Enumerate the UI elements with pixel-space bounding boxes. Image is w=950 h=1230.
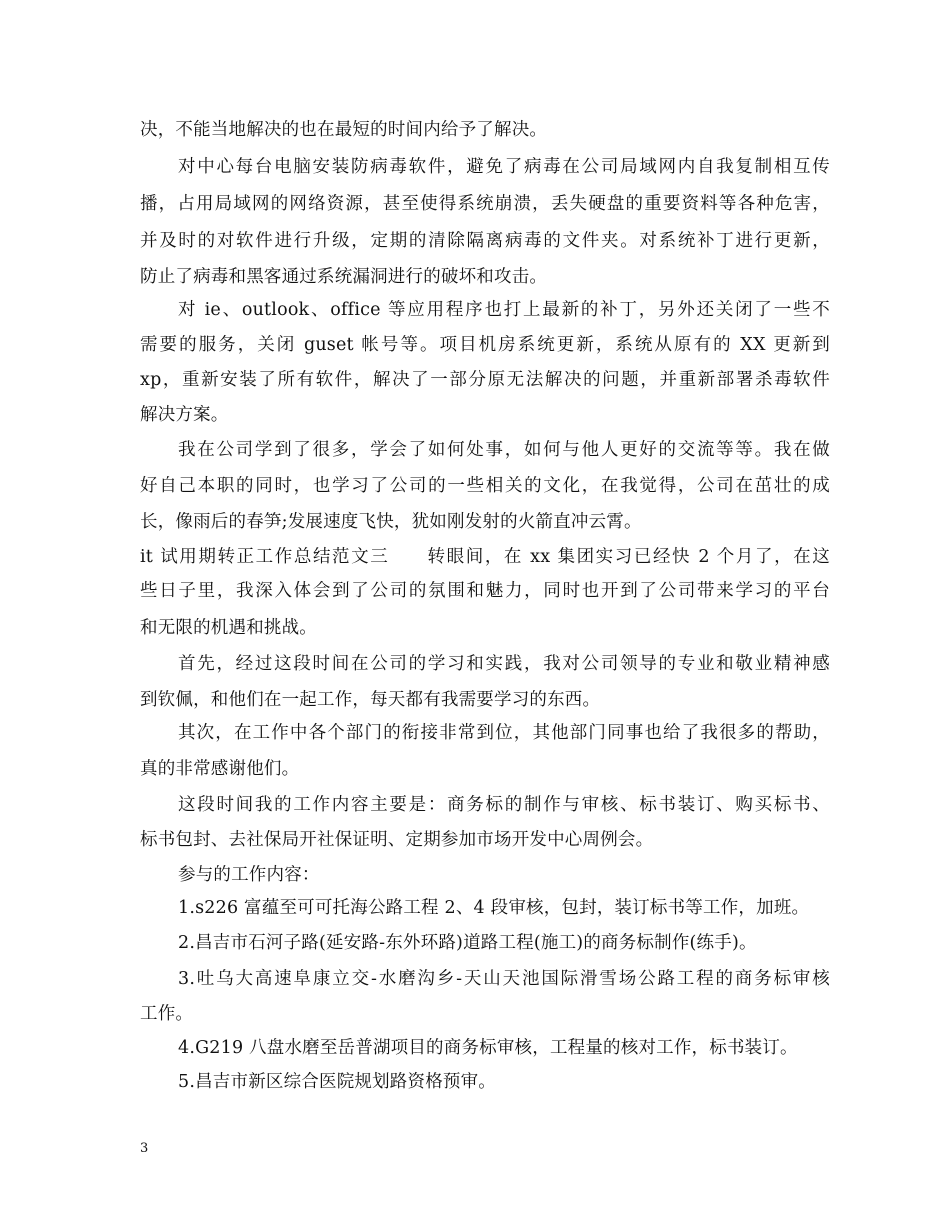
text-line: 些日子里，我深入体会到了公司的氛围和魅力，同时也开到了公司带来学习的平台 (140, 581, 830, 601)
list-item: 2.昌吉市石河子路(延安路-东外环路)道路工程(施工)的商务标制作(练手)。 (178, 933, 757, 953)
page-number: 3 (140, 1141, 149, 1156)
list-item: 4.G219 八盘水磨至岳普湖项目的商务标审核，工程量的核对工作，标书装订。 (178, 1038, 798, 1058)
text-line: 对中心每台电脑安装防病毒软件，避免了病毒在公司局域网内自我复制相互传 (178, 157, 830, 177)
text-line: 并及时的对软件进行升级，定期的清除隔离病毒的文件夹。对系统补丁进行更新， (140, 231, 830, 251)
text-line: 这段时间我的工作内容主要是：商务标的制作与审核、标书装订、购买标书、 (178, 795, 830, 815)
text-line: 解决方案。 (140, 405, 229, 425)
text-line: 需要的服务，关闭 guset 帐号等。项目机房系统更新，系统从原有的 XX 更新到 (140, 335, 830, 355)
text-line: xp，重新安装了所有软件，解决了一部分原无法解决的问题，并重新部署杀毒软件 (140, 370, 830, 390)
text-line: 播，占用局域网的网络资源，甚至使得系统崩溃，丢失硬盘的重要资料等各种危害， (140, 194, 830, 214)
list-item: 1.s226 富蕴至可可托海公路工程 2、4 段审核，包封，装订标书等工作，加班。 (178, 898, 810, 918)
text-line: 对 ie、outlook、office 等应用程序也打上最新的补丁，另外还关闭了一些不 (178, 300, 830, 320)
text-line: 防止了病毒和黑客通过系统漏洞进行的破坏和攻击。 (140, 267, 548, 287)
text-line: 我在公司学到了很多，学会了如何处事，如何与他人更好的交流等等。我在做 (178, 440, 830, 460)
text-line: 参与的工作内容： (178, 865, 320, 885)
text-line: 到钦佩，和他们在一起工作，每天都有我需要学习的东西。 (140, 690, 601, 710)
text-line: 其次，在工作中各个部门的衔接非常到位，其他部门同事也给了我很多的帮助， (178, 723, 830, 743)
text-line: it 试用期转正工作总结范文三 转眼间，在 xx 集团实习已经快 2 个月了，在这 (140, 547, 830, 567)
text-line: 真的非常感谢他们。 (140, 759, 300, 779)
text-line: 工作。 (140, 1004, 194, 1024)
text-line: 和无限的机遇和挑战。 (140, 618, 317, 638)
text-line: 长，像雨后的春笋;发展速度飞快，犹如刚发射的火箭直冲云霄。 (140, 512, 642, 532)
text-line: 标书包封、去社保局开社保证明、定期参加市场开发中心周例会。 (140, 830, 654, 850)
list-item: 3.吐乌大高速阜康立交-水磨沟乡-天山天池国际滑雪场公路工程的商务标审核 (178, 969, 830, 989)
text-line: 首先，经过这段时间在公司的学习和实践，我对公司领导的专业和敬业精神感 (178, 654, 830, 674)
text-line: 好自己本职的同时，也学习了公司的一些相关的文化，在我觉得，公司在茁壮的成 (140, 476, 830, 496)
list-item: 5.昌吉市新区综合医院规划路资格预审。 (178, 1072, 496, 1092)
text-line: 决，不能当地解决的也在最短的时间内给予了解决。 (140, 120, 548, 140)
